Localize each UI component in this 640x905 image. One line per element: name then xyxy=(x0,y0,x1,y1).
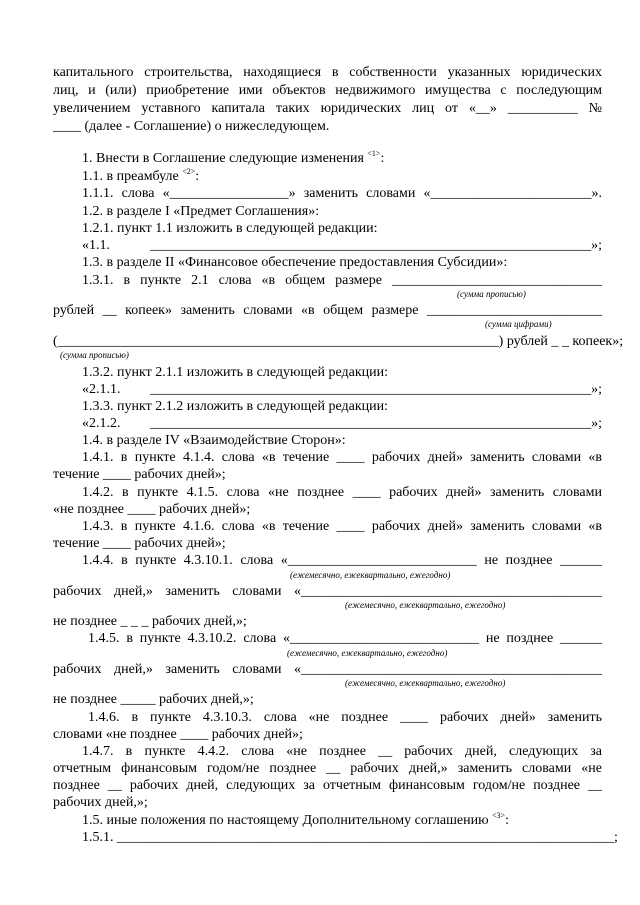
item-1-4-7-line-2: отчетным финансовым годом/не позднее __ рабочих дней,» заменить словами «не xyxy=(53,761,602,776)
item-1-4-2-line-1: 1.4.2. в пункте 4.1.5. слова «не позднее ____ рабочих дней» заменить словами xyxy=(82,485,602,500)
item-1-4-5-line-3: не позднее _____ рабочих дней,»; xyxy=(53,692,254,707)
item-1-3-2-value: «2.1.1. _______________________________________________________________»; xyxy=(82,382,602,397)
item-1-4-3-line-2: течение ____ рабочих дней»; xyxy=(53,536,226,551)
note-sum-in-digits: (сумма цифрами) xyxy=(485,319,552,329)
item-1-4-6-line-1: 1.4.6. в пункте 4.3.10.3. слова «не позднее ____ рабочих дней» заменить xyxy=(88,710,602,725)
item-1-5-1: 1.5.1. _______________________________________________________________________; xyxy=(82,830,618,845)
item-1-4-7-line-1: 1.4.7. в пункте 4.4.2. слова «не позднее __ рабочих дней, следующих за xyxy=(82,744,602,759)
note-period-3: (ежемесячно, ежеквартально, ежегодно) xyxy=(287,648,448,658)
footnote-ref-2: <2> xyxy=(182,167,196,176)
item-1-3: 1.3. в разделе II «Финансовое обеспечение предоставления Субсидии»: xyxy=(82,255,508,270)
item-1-4-4-line-3: не позднее _ _ _ рабочих дней,»; xyxy=(53,614,247,629)
item-1-1: 1.1. в преамбуле $^{<2>}$: xyxy=(82,167,200,184)
item-1-4-3-line-1: 1.4.3. в пункте 4.1.6. слова «в течение ____ рабочих дней» заменить словами «в xyxy=(82,519,602,534)
item-1-4-4-line-2: рабочих дней,» заменить словами «___________________________________________ xyxy=(53,584,602,599)
item-1-2-1: 1.2.1. пункт 1.1 изложить в следующей редакции: xyxy=(82,221,378,236)
intro-line-3: увеличением уставного капитала таких юридических лиц от «__» __________ № xyxy=(53,101,602,116)
item-1-4-7-line-4: рабочих дней,»; xyxy=(53,795,148,810)
item-1-1-1: 1.1.1. слова «_________________» заменить словами «_______________________». xyxy=(82,186,602,201)
note-period-4: (ежемесячно, ежеквартально, ежегодно) xyxy=(345,678,506,688)
intro-line-2: лиц, и (или) приобретение ими объектов недвижимого имущества с последующим xyxy=(53,83,602,98)
note-period-2: (ежемесячно, ежеквартально, ежегодно) xyxy=(345,600,506,610)
item-1-4-4-line-1: 1.4.4. в пункте 4.3.10.1. слова «___________________________ не позднее ______ xyxy=(82,553,602,568)
item-1-4-5-line-2: рабочих дней,» заменить словами «___________________________________________ xyxy=(53,662,602,677)
item-1-4-7-line-3: позднее __ рабочих дней, следующих за отчетным финансовым годом/не позднее __ xyxy=(53,778,602,793)
item-1-3-2: 1.3.2. пункт 2.1.1 изложить в следующей редакции: xyxy=(82,365,388,380)
item-1-4-5-line-1: 1.4.5. в пункте 4.3.10.2. слова «___________________________ не позднее ______ xyxy=(88,631,602,646)
intro-line-1: капитального строительства, находящиеся в собственности указанных юридических xyxy=(53,65,602,80)
item-1-4-2-line-2: «не позднее ____ рабочих дней»; xyxy=(53,502,251,517)
item-1-2: 1.2. в разделе I «Предмет Соглашения»: xyxy=(82,204,320,219)
item-1-3-3: 1.3.3. пункт 2.1.2 изложить в следующей редакции: xyxy=(82,399,388,414)
item-1-3-3-value: «2.1.2. _______________________________________________________________»; xyxy=(82,416,602,431)
footnote-ref-1: <1> xyxy=(367,149,381,158)
item-1-4-1-line-1: 1.4.1. в пункте 4.1.4. слова «в течение ____ рабочих дней» заменить словами «в xyxy=(82,450,602,465)
item-1-3-1-line-2: рублей __ копеек» заменить словами «в общем размере _________________________ xyxy=(53,303,602,318)
item-1-4-6-line-2: словами «не позднее ____ рабочих дней»; xyxy=(53,727,303,742)
note-period-1: (ежемесячно, ежеквартально, ежегодно) xyxy=(290,570,451,580)
item-1-3-1-line-1: 1.3.1. в пункте 2.1 слова «в общем размере ______________________________ xyxy=(82,273,602,288)
item-1-4: 1.4. в разделе IV «Взаимодействие Сторон»: xyxy=(82,433,346,448)
note-sum-in-words: (сумма прописью) xyxy=(457,289,526,299)
item-1-4-1-line-2: течение ____ рабочих дней»; xyxy=(53,467,226,482)
note-sum-in-words-2: (сумма прописью) xyxy=(60,350,129,360)
item-1-2-1-value: «1.1. _______________________________________________________________»; xyxy=(82,238,602,253)
footnote-ref-3: <3> xyxy=(492,811,506,820)
intro-line-4: ____ (далее - Соглашение) о нижеследующем. xyxy=(53,119,330,134)
item-1-3-1-line-3: (_______________________________________________________________) рублей _ _ копеек»; xyxy=(53,334,624,349)
item-1-5: 1.5. иные положения по настоящему Дополнительному соглашению $^{<3>}$: xyxy=(82,811,509,828)
item-1: 1. Внести в Соглашение следующие изменения $^{<1>}$: xyxy=(82,149,385,166)
